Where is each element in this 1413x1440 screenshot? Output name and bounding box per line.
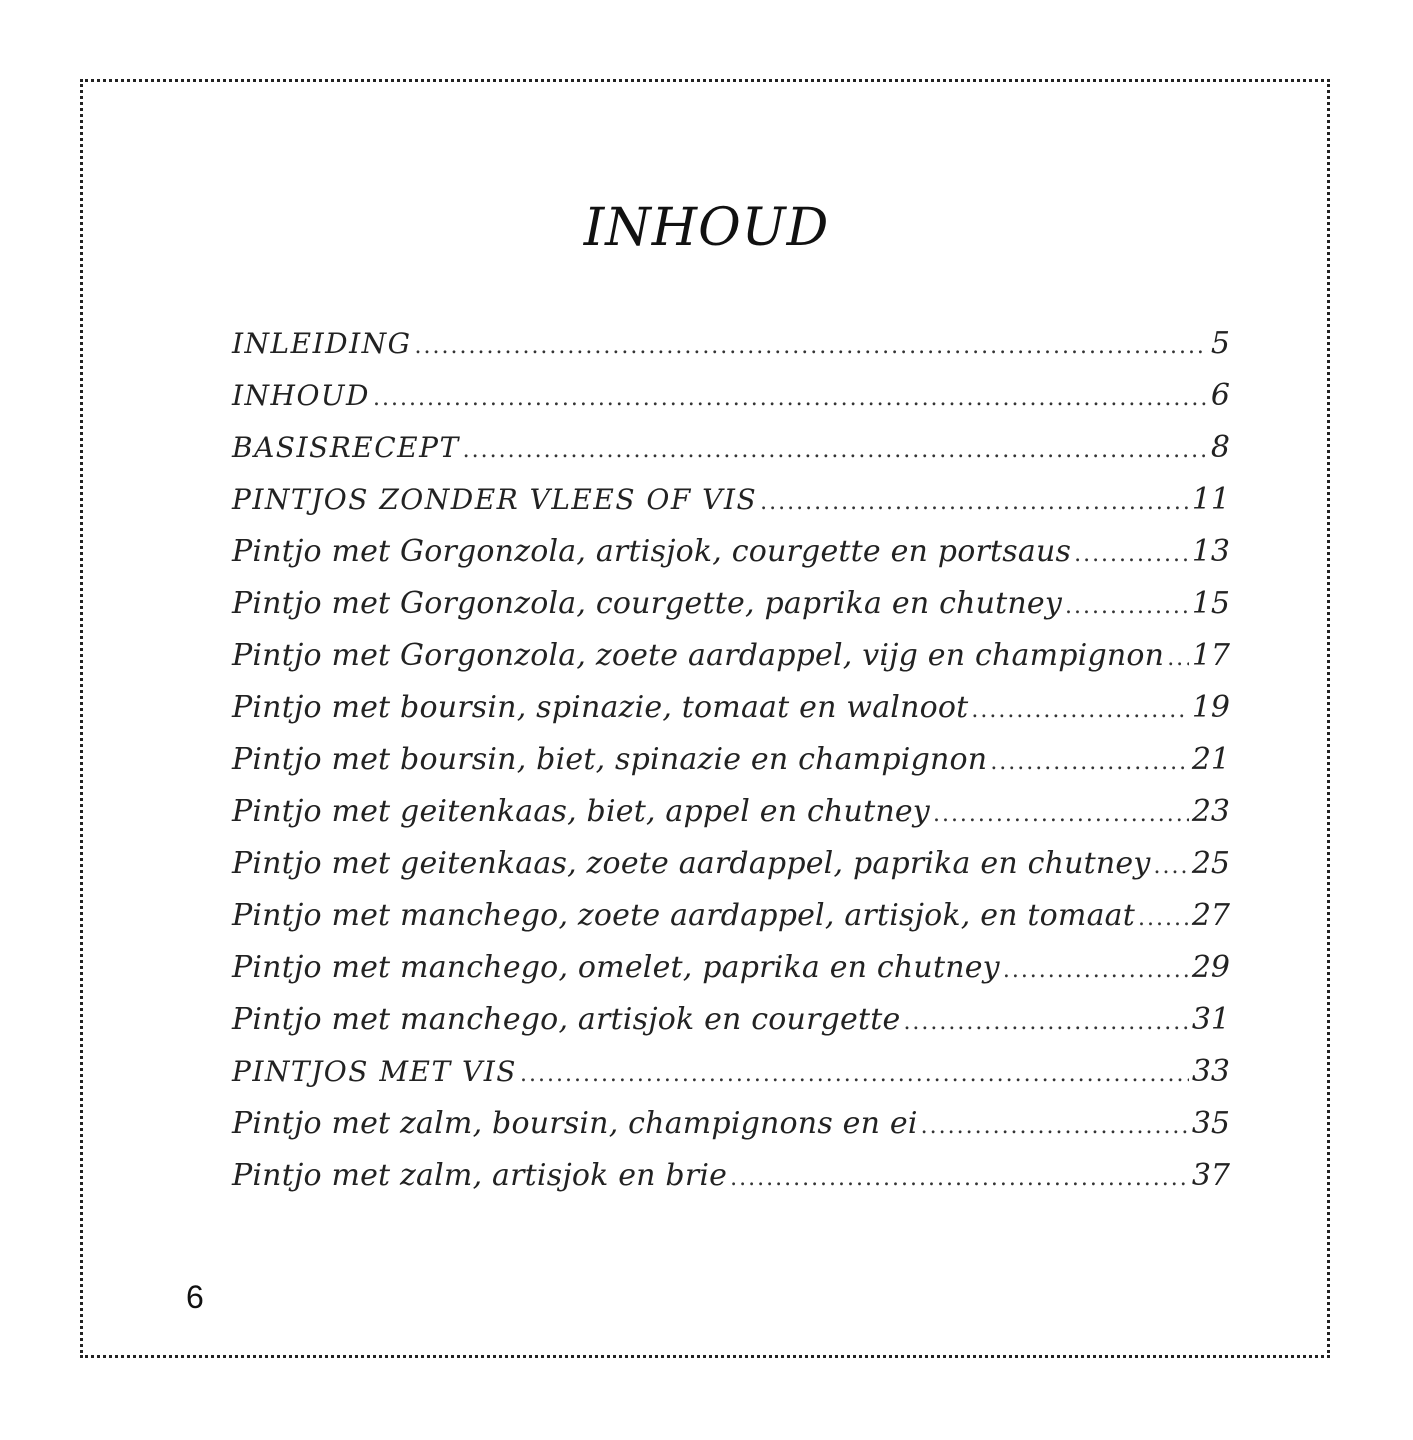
- toc-entry-page: 19: [1191, 690, 1230, 725]
- dot-leader: [921, 1114, 1189, 1139]
- toc-entry-page: 11: [1191, 482, 1230, 517]
- toc-entry[interactable]: [232, 482, 1230, 534]
- dot-leader: [903, 1010, 1188, 1035]
- toc-entry-label: Pintjo met manchego, zoete aardappel, artisjok, en tomaat: [232, 898, 1136, 933]
- toc-entry-label: Pintjo met Gorgonzola, courgette, paprika en chutney: [232, 586, 1063, 621]
- toc-entry-label: Pintjo met Gorgonzola, zoete aardappel, vijg en champignon: [232, 638, 1165, 673]
- toc-entry-page: 29: [1191, 950, 1230, 985]
- toc-entry[interactable]: [232, 430, 1230, 482]
- toc-entry-page: 33: [1191, 1054, 1230, 1089]
- toc-entry[interactable]: [232, 794, 1230, 846]
- toc-entry-label: Pintjo met manchego, omelet, paprika en chutney: [232, 950, 1000, 985]
- toc-entry-page: 25: [1191, 846, 1230, 881]
- toc-entry-label: Pintjo met geitenkaas, biet, appel en chutney: [232, 794, 930, 829]
- toc-entry[interactable]: [232, 1054, 1230, 1106]
- toc-entry[interactable]: [232, 326, 1230, 378]
- toc-entry-label: INHOUD: [232, 379, 370, 412]
- dot-leader: [1138, 906, 1189, 931]
- toc-entry-page: 5: [1210, 326, 1230, 361]
- toc-entry-label: Pintjo met manchego, artisjok en courgette: [232, 1002, 901, 1037]
- dot-leader: [520, 1062, 1189, 1087]
- toc-entry[interactable]: [232, 898, 1230, 950]
- toc-entry-label: Pintjo met zalm, artisjok en brie: [232, 1158, 728, 1193]
- toc-entry-label: PINTJOS MET VIS: [232, 1055, 517, 1088]
- toc-entry-page: 21: [1191, 742, 1230, 777]
- toc-entry-label: BASISRECEPT: [232, 431, 460, 464]
- dot-leader: [415, 334, 1208, 359]
- dot-leader: [760, 490, 1189, 515]
- toc-entry-label: PINTJOS ZONDER VLEES OF VIS: [232, 483, 758, 516]
- dot-leader: [1003, 958, 1189, 983]
- toc-entry[interactable]: [232, 638, 1230, 690]
- dot-leader: [1074, 542, 1189, 567]
- toc-entry-page: 23: [1191, 794, 1230, 829]
- toc-entry[interactable]: [232, 1002, 1230, 1054]
- toc-entry-page: 13: [1191, 534, 1230, 569]
- toc-entry-label: Pintjo met boursin, biet, spinazie en champignon: [232, 742, 988, 777]
- dot-leader: [1154, 854, 1189, 879]
- toc-entry[interactable]: [232, 846, 1230, 898]
- toc-entry-page: 35: [1191, 1106, 1230, 1141]
- dot-leader: [990, 750, 1189, 775]
- dot-leader: [463, 438, 1208, 463]
- dot-leader: [933, 802, 1189, 827]
- toc-entry[interactable]: [232, 586, 1230, 638]
- table-of-contents: [232, 326, 1230, 1210]
- toc-entry-page: 31: [1191, 1002, 1230, 1037]
- toc-entry-page: 6: [1210, 378, 1230, 413]
- toc-entry[interactable]: [232, 950, 1230, 1002]
- toc-entry-label: Pintjo met Gorgonzola, artisjok, courgette en portsaus: [232, 534, 1072, 569]
- toc-entry-label: INLEIDING: [232, 327, 412, 360]
- toc-entry-page: 15: [1191, 586, 1230, 621]
- toc-entry[interactable]: [232, 1106, 1230, 1158]
- toc-entry-label: Pintjo met boursin, spinazie, tomaat en walnoot: [232, 690, 969, 725]
- dot-leader: [971, 698, 1188, 723]
- page-title: INHOUD: [583, 198, 830, 258]
- page-number: 6: [186, 1279, 204, 1315]
- toc-entry-label: Pintjo met zalm, boursin, champignons en ei: [232, 1106, 918, 1141]
- dot-leader: [1065, 594, 1189, 619]
- toc-entry[interactable]: [232, 534, 1230, 586]
- toc-entry[interactable]: [232, 690, 1230, 742]
- toc-entry[interactable]: [232, 378, 1230, 430]
- toc-entry-page: 27: [1191, 898, 1230, 933]
- toc-entry-page: 37: [1191, 1158, 1230, 1193]
- toc-entry-label: Pintjo met geitenkaas, zoete aardappel, paprika en chutney: [232, 846, 1151, 881]
- toc-entry-page: 17: [1191, 638, 1230, 673]
- toc-entry[interactable]: [232, 1158, 1230, 1210]
- dot-leader: [373, 386, 1208, 411]
- dot-leader: [1167, 646, 1189, 671]
- dot-leader: [730, 1166, 1189, 1191]
- toc-entry[interactable]: [232, 742, 1230, 794]
- toc-entry-page: 8: [1210, 430, 1230, 465]
